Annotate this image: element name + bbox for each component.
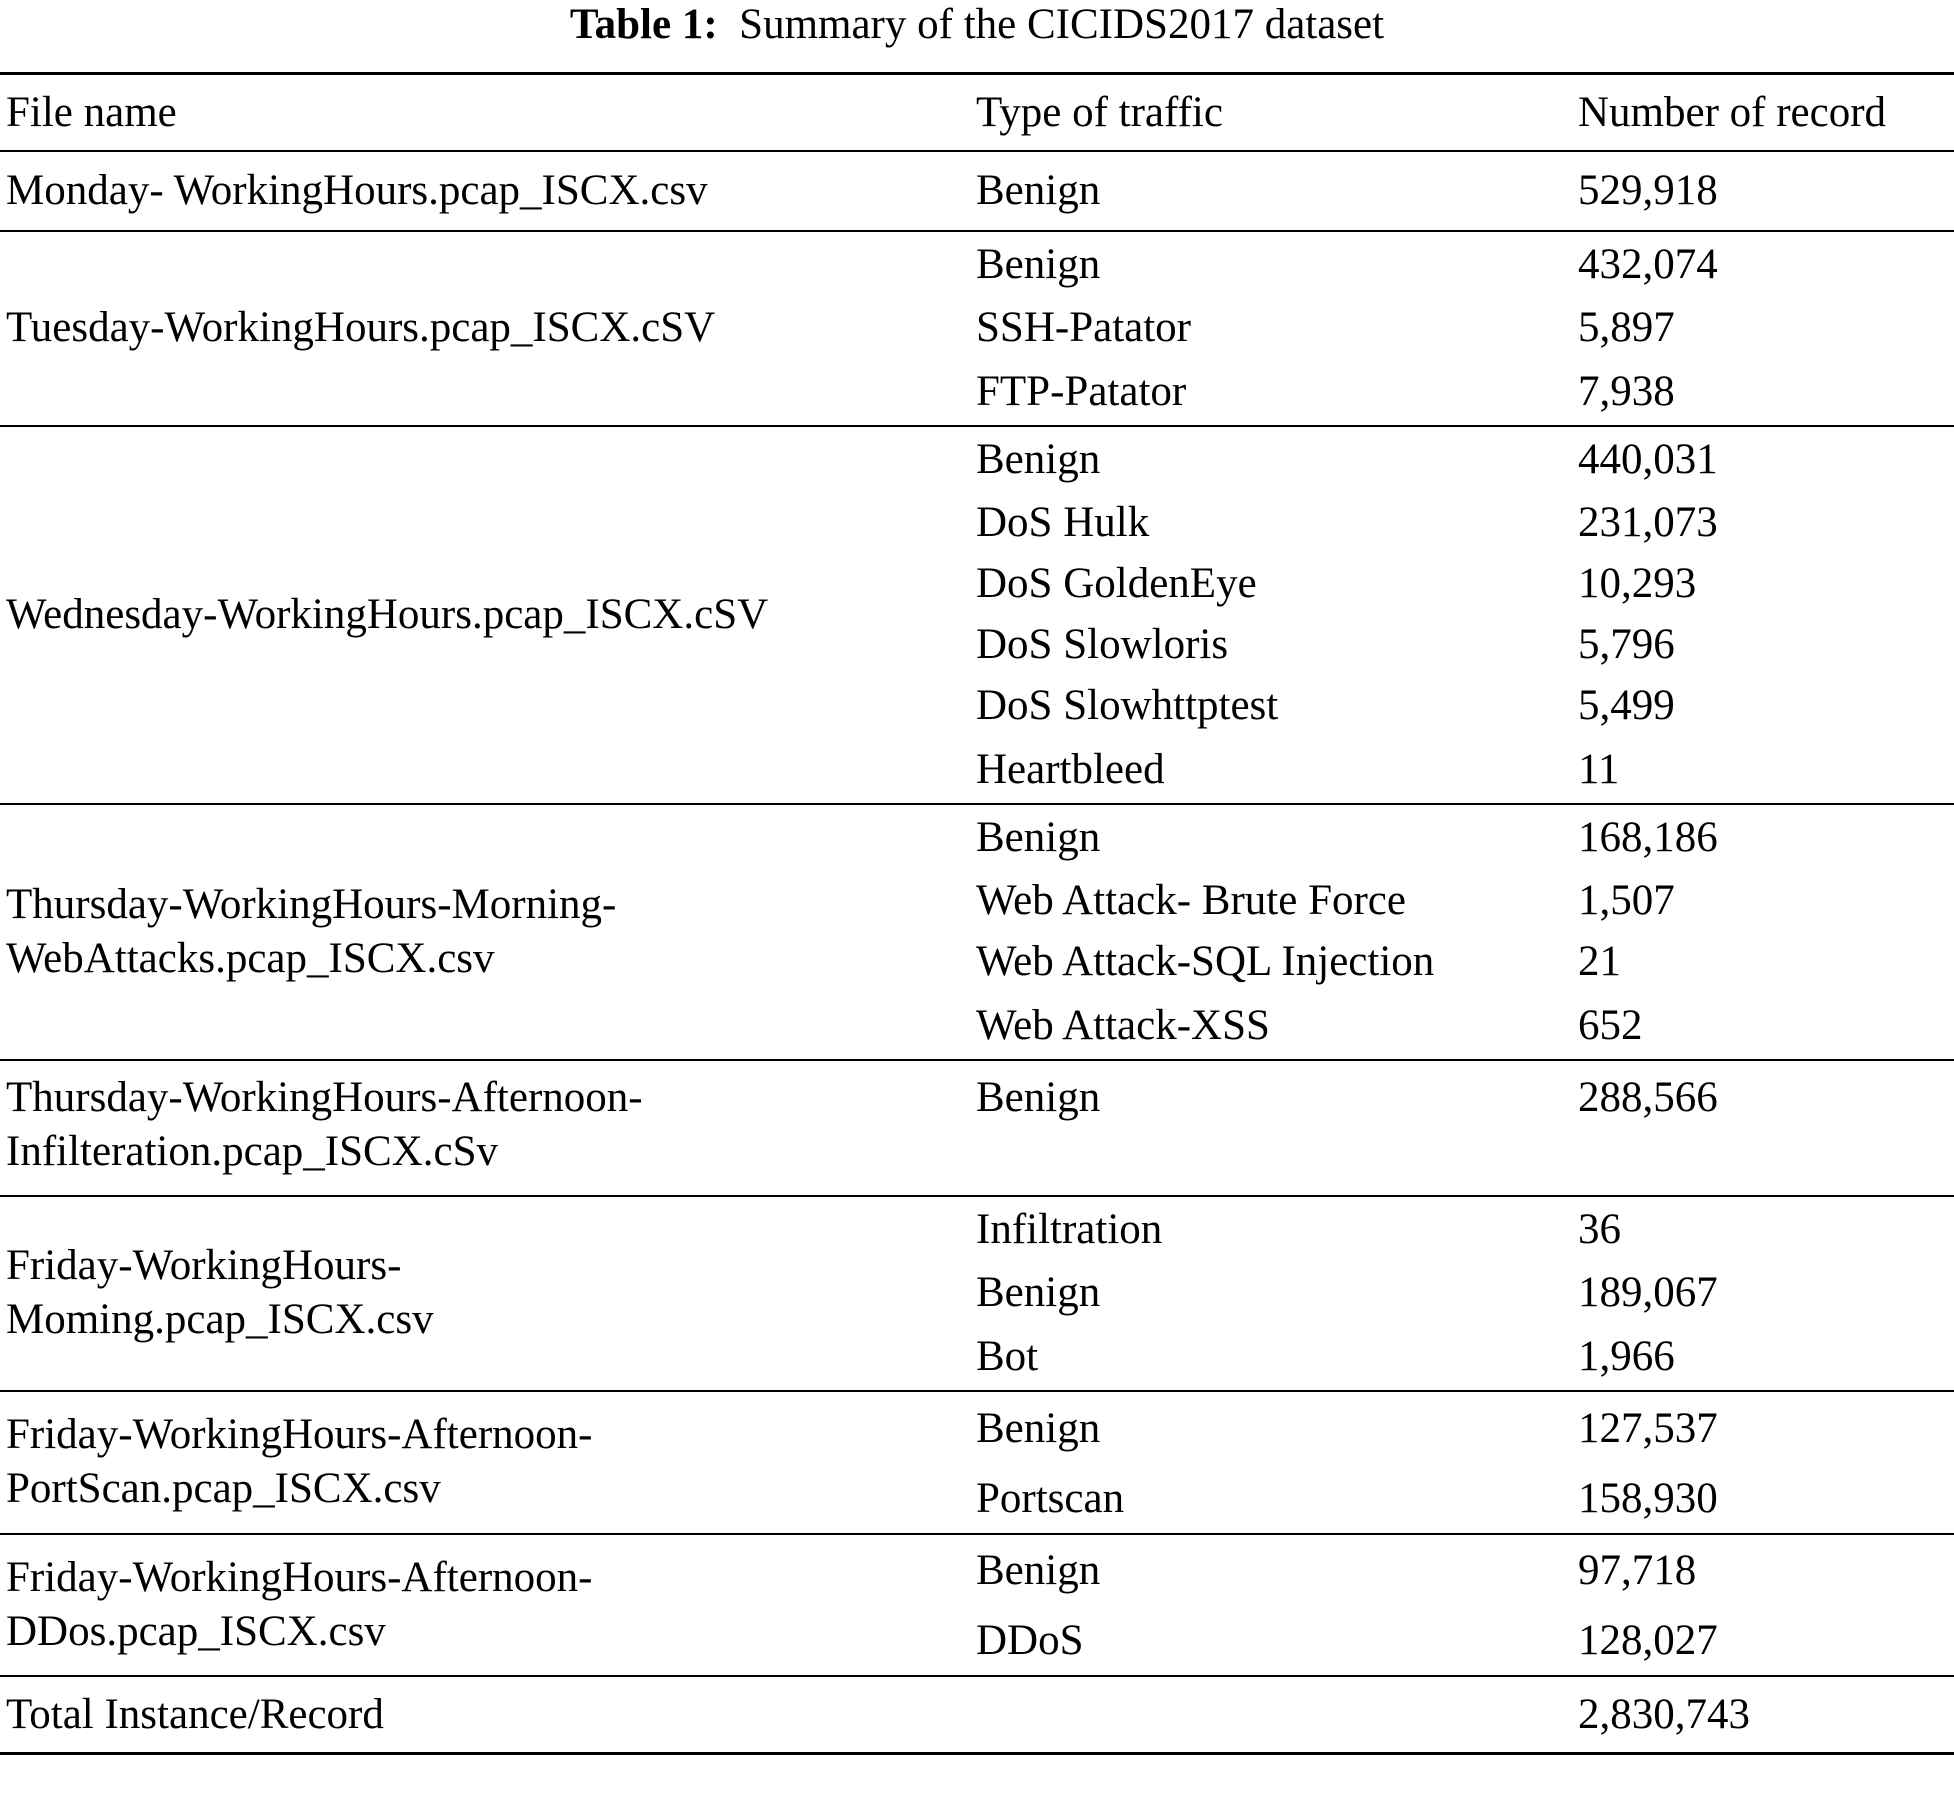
dataset-summary-table xyxy=(0,72,1954,1755)
record-count-cell: 7,938 xyxy=(1578,367,1675,415)
record-count-cell: 440,031 xyxy=(1572,426,1954,492)
file-name-cell xyxy=(0,804,970,1060)
total-empty-cell xyxy=(970,1676,1572,1754)
record-count-cell: 288,566 xyxy=(1572,1060,1954,1196)
file-name-cell xyxy=(0,1534,970,1676)
traffic-type-cell: DoS Slowhttptest xyxy=(976,681,1279,729)
file-name-cell: Monday- WorkingHours.pcap_ISCX.csv xyxy=(0,151,970,231)
record-count-cell: 5,897 xyxy=(1578,303,1675,351)
table-row xyxy=(0,1196,1954,1262)
file-name-line: DDos.pcap_ISCX.csv xyxy=(6,1607,386,1655)
record-count-cell: 128,027 xyxy=(1578,1617,1718,1664)
file-name-line: Moming.pcap_ISCX.csv xyxy=(6,1296,434,1343)
file-name-line: Friday-WorkingHours- xyxy=(6,1242,402,1289)
traffic-type-cell: SSH-Patator xyxy=(976,303,1191,351)
record-count-cell: 21 xyxy=(1578,937,1621,985)
table-row xyxy=(0,804,1954,870)
file-name-cell xyxy=(0,1060,970,1196)
record-count-cell: 432,074 xyxy=(1572,231,1954,297)
traffic-type-cell: Bot xyxy=(976,1332,1039,1380)
header-records: Number of record xyxy=(1572,74,1954,151)
table-row xyxy=(0,1391,1954,1465)
table-row xyxy=(0,231,1954,297)
record-count-cell: 168,186 xyxy=(1572,804,1954,870)
header-row xyxy=(0,74,1954,151)
traffic-type-cell: Web Attack-XSS xyxy=(976,1001,1270,1049)
traffic-type-cell: Web Attack- Brute Force xyxy=(976,876,1406,924)
traffic-type-cell: DoS Slowloris xyxy=(976,620,1229,668)
file-name-cell xyxy=(0,1391,970,1534)
record-count-cell: 127,537 xyxy=(1572,1391,1954,1465)
table-row xyxy=(0,426,1954,492)
header-traffic-type: Type of traffic xyxy=(970,74,1572,151)
traffic-type-cell: Benign xyxy=(970,151,1572,231)
traffic-type-cell: Heartbleed xyxy=(976,745,1165,793)
file-name-line: WebAttacks.pcap_ISCX.csv xyxy=(6,934,495,982)
total-row xyxy=(0,1676,1954,1754)
total-count-cell: 2,830,743 xyxy=(1572,1676,1954,1754)
traffic-type-cell: Benign xyxy=(970,804,1572,870)
file-name-cell: Wednesday-WorkingHours.pcap_ISCX.cSV xyxy=(0,426,970,804)
table-row xyxy=(0,151,1954,231)
record-count-cell: 36 xyxy=(1572,1196,1954,1262)
table-row xyxy=(0,1534,1954,1607)
record-count-cell: 652 xyxy=(1578,1001,1643,1049)
record-count-cell: 5,796 xyxy=(1578,620,1675,668)
traffic-type-cell: DoS GoldenEye xyxy=(976,559,1257,607)
record-count-cell: 5,499 xyxy=(1578,681,1675,729)
traffic-type-cell: Benign xyxy=(970,1060,1572,1196)
file-name-line: PortScan.pcap_ISCX.csv xyxy=(6,1465,441,1512)
file-name-line: Friday-WorkingHours-Afternoon- xyxy=(6,1411,593,1458)
table-row xyxy=(0,1060,1954,1196)
traffic-type-cell: FTP-Patator xyxy=(976,367,1187,415)
traffic-type-cell: Benign xyxy=(970,231,1572,297)
traffic-type-cell: DoS Hulk xyxy=(976,498,1150,546)
traffic-type-cell: Benign xyxy=(970,1534,1572,1607)
caption-label: Table 1: xyxy=(569,1,718,48)
record-count-cell: 97,718 xyxy=(1572,1534,1954,1607)
record-count-cell: 158,930 xyxy=(1578,1475,1718,1522)
table-caption xyxy=(0,0,1954,52)
file-name-cell xyxy=(0,1196,970,1391)
traffic-type-cell: DDoS xyxy=(976,1617,1084,1664)
traffic-type-cell: Web Attack-SQL Injection xyxy=(976,937,1435,985)
record-count-cell: 1,507 xyxy=(1578,876,1675,924)
record-count-cell: 11 xyxy=(1578,745,1620,793)
record-count-cell: 231,073 xyxy=(1578,498,1718,546)
traffic-type-cell: Benign xyxy=(970,426,1572,492)
header-file-name: File name xyxy=(0,74,970,151)
traffic-type-cell: Benign xyxy=(976,1268,1101,1316)
total-label-cell: Total Instance/Record xyxy=(0,1676,970,1754)
file-name-line: Thursday-WorkingHours-Morning- xyxy=(6,880,617,928)
record-count-cell: 529,918 xyxy=(1572,151,1954,231)
file-name-line: Infilteration.pcap_ISCX.cSv xyxy=(6,1127,499,1175)
record-count-cell: 189,067 xyxy=(1578,1268,1718,1316)
traffic-type-cell: Infiltration xyxy=(970,1196,1572,1262)
traffic-type-cell: Benign xyxy=(970,1391,1572,1465)
record-count-cell: 1,966 xyxy=(1578,1332,1675,1380)
record-count-cell: 10,293 xyxy=(1578,559,1697,607)
caption-text: Summary of the CICIDS2017 dataset xyxy=(739,1,1385,48)
file-name-cell: Tuesday-WorkingHours.pcap_ISCX.cSV xyxy=(0,231,970,426)
file-name-line: Friday-WorkingHours-Afternoon- xyxy=(6,1553,593,1601)
file-name-line: Thursday-WorkingHours-Afternoon- xyxy=(6,1073,643,1121)
traffic-type-cell: Portscan xyxy=(976,1475,1125,1522)
